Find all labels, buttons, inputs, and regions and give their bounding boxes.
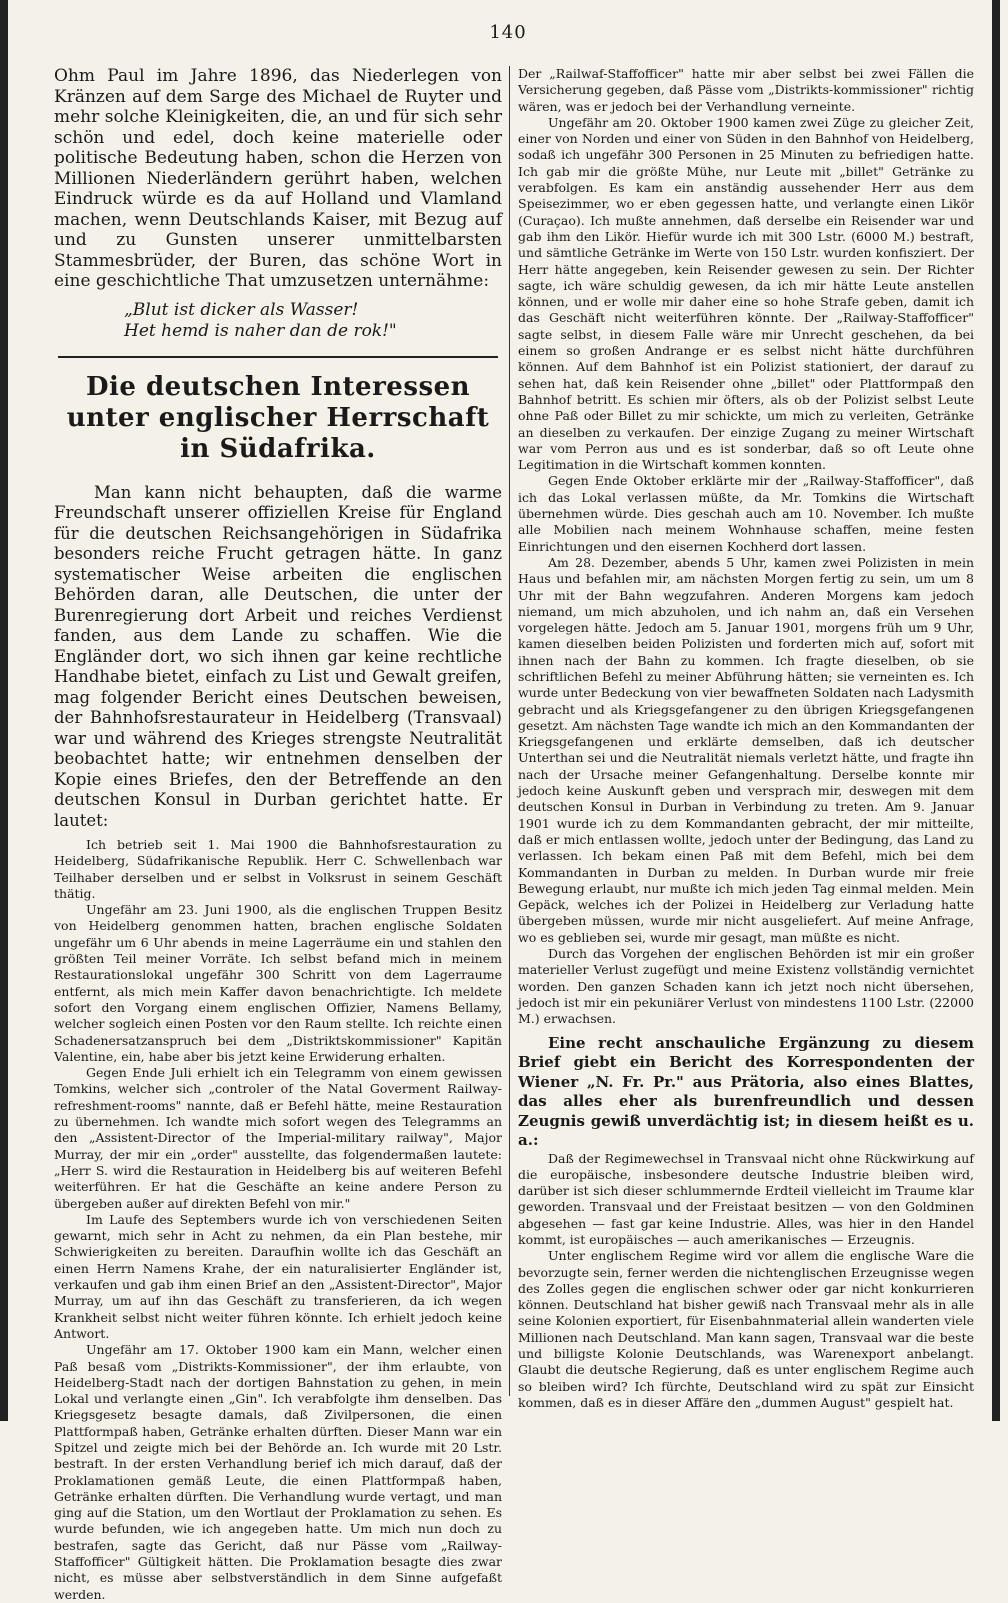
- page-number: 140: [489, 22, 527, 43]
- letter-paragraph: Der „Railwaf-Staffofficer" hatte mir aber selbst bei zwei Fällen die Versicherung gegeben, daß Pässe vom „Distrikts-kommissioner" richtig wären, was er jedoch bei der Verhandlung verneinte.: [518, 66, 974, 114]
- letter-paragraph: Ich betrieb seit 1. Mai 1900 die Bahnhofsrestauration zu Heidelberg, Südafrikanische Republik. Herr C. Schwellenbach war Teilhaber derselben und er selbst in Volksrust in seinem Geschäft thätig.: [54, 837, 502, 901]
- article-title: Die deutschen Interessen unter englischer Herrschaft in Südafrika.: [66, 371, 490, 464]
- letter-paragraph: Durch das Vorgehen der englischen Behörden ist mir ein großer materieller Verlust zugefügt und meine Existenz vollständig vernichtet worden. Den ganzen Schaden kann ich jetzt noch nicht übersehen, jedoch ist mir ein pekuniärer Verlust von mindestens 1100 Lstr. (22000 M.) erwachsen.: [518, 946, 974, 1027]
- lead-paragraph: Man kann nicht behaupten, daß die warme Freundschaft unserer offiziellen Kreise für England für die deutschen Reichsangehörigen in Südafrika besonders reiche Frucht getragen hätte. In ganz systematischer Weise arbeiten die englischen Behörden daran, alle Deutschen, die unter der Burenregierung dort Arbeit und reiches Verdienst fanden, aus dem Lande zu schaffen. Wie die Engländer dort, wo sich ihnen gar keine rechtliche Handhabe bietet, einfach zu List und Gewalt greifen, mag folgender Bericht eines Deutschen beweisen, der Bahnhofsrestaurateur in Heidelberg (Transvaal) war und während des Krieges strengste Neutralität beobachtet hatte; wir entnehmen denselben der Kopie eines Briefes, den der Betreffende an den deutschen Konsul in Durban gerichtet hatte. Er lautet:: [54, 482, 502, 830]
- supplement-paragraph: Unter englischem Regime wird vor allem die englische Ware die bevorzugte sein, ferner werden die nichtenglischen Erzeugnisse wegen des Zolles gegen die englischen schwer oder gar nicht konkurrieren können. Deutschland hat bisher gewiß nach Transvaal mehr als in alle seine Kolonien exportiert, für Eisenbahnmaterial allein wanderten viele Millionen nach Deutschland. Man kann sagen, Transvaal war die beste und billigste Kolonie Deutschlands, was Warenexport anbelangt. Glaubt die deutsche Regierung, daß es unter englischem Regime auch so bleiben wird? Ich fürchte, Deutschland wird zu spät zur Einsicht kommen, daß es in dieser Affäre den „dummen August" gespielt hat.: [518, 1248, 974, 1410]
- left-column: [54, 66, 502, 1602]
- letter-paragraph: Im Laufe des Septembers wurde ich von verschiedenen Seiten gewarnt, mich sehr in Acht zu nehmen, da ein Plan bestehe, mir Schwierigkeiten zu bereiten. Daraufhin wollte ich das Geschäft an einen Herrn Namens Krahe, der ein naturalisierter Engländer ist, verkaufen und gab ihm einen Brief an den „Assistent-Director", Major Murray, um auf ihn das Geschäft zu transferieren, da ich wegen Krankheit selbst nicht weiter führen könnte. Ich erhielt jedoch keine Antwort.: [54, 1211, 502, 1341]
- letter-paragraph: Ungefähr am 23. Juni 1900, als die englischen Truppen Besitz von Heidelberg genommen hatten, brachen englische Soldaten ungefähr um 6 Uhr abends in meine Lagerräume ein und stahlen den größten Teil meiner Vorräte. Ich selbst befand mich in meinem Restaurationslokal ungefähr 300 Schritt von dem Lagerraume entfernt, als mich mein Kaffer davon benachrichtigte. Ich meldete sofort den Vorgang einem englischen Offizier, Namens Bellamy, welcher sogleich einen Posten vor den Raum stellte. Ich reichte einen Schadenersatzanspruch bei dem „Distriktskommissioner" Kapitän Valentine, ein, habe aber bis jetzt keine Erwiderung erhalten.: [54, 902, 502, 1064]
- letter-paragraph: Gegen Ende Juli erhielt ich ein Telegramm von einem gewissen Tomkins, welcher sich „controler of the Natal Goverment Railway-refreshment-rooms" nannte, daß er Befehl hätte, meine Restauration zu übernehmen. Ich wandte mich sofort wegen des Telegramms an den „Assistent-Director of the Imperial-military railway", Major Murray, der mir ein „order" ausstellte, das folgendermaßen lautete: „Herr S. wird die Restauration in Heidelberg bis auf weiteren Befehl weiterführen. Er hat die Geschäfte an keine andere Person zu übergeben außer auf direkten Befehl von mir.": [54, 1065, 502, 1211]
- column-divider: [509, 66, 510, 1396]
- intro-quote: [124, 300, 502, 342]
- letter-paragraph: Ungefähr am 17. Oktober 1900 kam ein Mann, welcher einen Paß besaß vom „Distrikts-Kommissioner", der ihm erlaubte, von Heidelberg-Stadt nach der dortigen Bahnstation zu gehen, in mein Lokal und verlangte einen „Gin". Ich verabfolgte ihm denselben. Das Kriegsgesetz besagte damals, daß Zivilpersonen, die einen Plattformpaß haben, Getränke erhalten dürften. Dieser Mann war ein Spitzel und zeigte mich bei der Behörde an. Ich wurde mit 20 Lstr. bestraft. In der ersten Verhandlung berief ich mich darauf, daß der Proklamationen gemäß Leute, die einen Plattformpaß haben, Getränke erhalten dürften. Die Verhandlung wurde vertagt, und man ging auf die Station, um den Wortlaut der Proklamation zu sehen. Es wurde befunden, wie ich angegeben hatte. Um mich nun doch zu bestrafen, sagte das Gericht, daß nur Pässe vom „Railway-Staffofficer" Gültigkeit hätten. Die Proklamation besagte dies zwar nicht, es müsse aber selbstverständlich in dem Sinne aufgefaßt werden.: [54, 1342, 502, 1602]
- supplement-paragraph: Daß der Regimewechsel in Transvaal nicht ohne Rückwirkung auf die europäische, insbesondere deutsche Industrie bleiben wird, darüber ist sich dieser schlummernde Erdteil vielleicht im Traume klar geworden. Transvaal und der Freistaat besitzen — von den Goldminen abgesehen — fast gar keine Industrie. Alles, was hier in den Handel kommt, ist europäisches — auch amerikanisches — Erzeugnis.: [518, 1150, 974, 1247]
- intro-section: [54, 66, 502, 342]
- article-lead: [54, 483, 502, 832]
- section-rule: [58, 356, 498, 358]
- intro-paragraph: Ohm Paul im Jahre 1896, das Niederlegen von Kränzen auf dem Sarge des Michael de Ruyter und mehr solche Kleinigkeiten, die, an und für sich sehr schön und edel, doch keine materielle oder politische Bedeutung haben, schon die Herzen von Millionen Niederländern gerührt haben, welchen Eindruck würde es da auf Holland und Vlamland machen, wenn Deutschlands Kaiser, mit Bezug auf und zu Gunsten unserer unmittelbarsten Stammesbrüder, der Buren, das schöne Wort in eine geschichtliche That umzusetzen unternähme:: [54, 66, 502, 291]
- supplement-heading: Eine recht anschauliche Ergänzung zu diesem Brief giebt ein Bericht des Korrespondenten der Wiener „N. Fr. Pr." aus Prätoria, also eines Blattes, das alles eher als burenfreundlich und dessen Zeugnis gewiß unverdächtig ist; in diesem heißt es u. a.:: [518, 1033, 974, 1150]
- right-column: [518, 66, 974, 1410]
- letter-paragraph: Am 28. Dezember, abends 5 Uhr, kamen zwei Polizisten in mein Haus und befahlen mir, am nächsten Morgen fertig zu sein, um um 8 Uhr mit der Bahn wegzufahren. Anderen Morgens kam jedoch niemand, um mich abzuholen, und ich nahm an, daß ein Versehen vorgelegen hätte. Jedoch am 5. Januar 1901, morgens früh um 9 Uhr, kamen dieselben beiden Polizisten und forderten mich auf, sofort mit ihnen nach der Bahn zu kommen. Ich fragte dieselben, ob sie schriftlichen Befehl zu meiner Abführung hätten; sie verneinten es. Ich wurde unter Bedeckung von vier bewaffneten Soldaten nach Ladysmith gebracht und als Kriegsgefangener zu den übrigen Kriegsgefangenen gesetzt. Am nächsten Tage wandte ich mich an den Kommandanten der Kriegsgefangenen und erklärte demselben, daß ich deutscher Unterthan sei und die Neutralität niemals verletzt hätte, und fragte ihn nach der Ursache meiner Gefangenhaltung. Derselbe konnte mir jedoch keine Auskunft geben und versprach mir, deswegen mit dem deutschen Konsul in Durban in Verbindung zu treten. Am 9. Januar 1901 wurde ich zu dem Kommandanten gebracht, der mir mitteilte, daß er mich entlassen wollte, jedoch unter der Bedingung, das Land zu verlassen. Ich bekam einen Paß mit dem Befehl, mich bei dem Kommandanten in Durban zu melden. In Durban wurde mir freie Bewegung erlaubt, nur mußte ich mich jeden Tag einmal melden. Mein Gepäck, welches ich der Polizei in Heidelberg zur Verladung hatte übergeben müssen, wurde mir nicht ausgeliefert. Auf meine Anfrage, wo es geblieben sei, wurde mir gesagt, man müßte es nicht.: [518, 554, 974, 945]
- letter-paragraph: Gegen Ende Oktober erklärte mir der „Railway-Staffofficer", daß ich das Lokal verlassen müßte, da Mr. Tomkins die Wirtschaft übernehmen würde. Dies geschah auch am 10. November. Ich mußte alle Mobilien nach meinem Wohnhause schaffen, meine festen Einrichtungen und den eisernen Kochherd dort lassen.: [518, 473, 974, 554]
- letter-paragraph: Ungefähr am 20. Oktober 1900 kamen zwei Züge zu gleicher Zeit, einer von Norden und einer von Süden in den Bahnhof von Heidelberg, sodaß ich ungefähr 300 Personen in 25 Minuten zu befriedigen hatte. Ich gab mir die größte Mühe, nur Leute mit „billet" Getränke zu verabfolgen. Es kam ein anständig aussehender Herr aus dem Speisezimmer, wo er eben gegessen hatte, und verlangte einen Likör (Curaçao). Ich mußte annehmen, daß derselbe ein Reisender war und gab ihm den Likör. Hiefür wurde ich mit 300 Lstr. (6000 M.) bestraft, und sämtliche Getränke im Werte von 150 Lstr. wurden konfisziert. Der Herr hätte angegeben, kein Reisender gewesen zu sein. Der Richter sagte, ich wäre schuldig gewesen, da ich mir hätte Leute anstellen können, und er wolle mir daher eine so hohe Strafe geben, damit ich das Geschäft nicht weiterführen könnte. Der „Railway-Staffofficer" sagte selbst, in diesem Falle wäre mir Unrecht geschehen, da bei einem so großen Andrange er es selbst nicht hätte durchführen können. Auf dem Bahnhof ist ein Polizist stationiert, der darauf zu sehen hat, daß kein Reisender ohne „billet" oder Plattformpaß den Bahnhof betritt. Es schien mir öfters, als ob der Polizist selbst Leute ohne Paß oder Billet zu mir schickte, um mich zu verleiten, Getränke an dieselben zu verkaufen. Der einzige Zugang zu meiner Wirtschaft war vom Perron aus und es ist sonderbar, daß so oft Leute ohne Legitimation in die Wirtschaft kommen konnten.: [518, 114, 974, 473]
- quote-line: Het hemd is naher dan de rok!": [124, 320, 397, 341]
- quote-line: „Blut ist dicker als Wasser!: [124, 299, 359, 320]
- letter-left: [54, 837, 502, 1603]
